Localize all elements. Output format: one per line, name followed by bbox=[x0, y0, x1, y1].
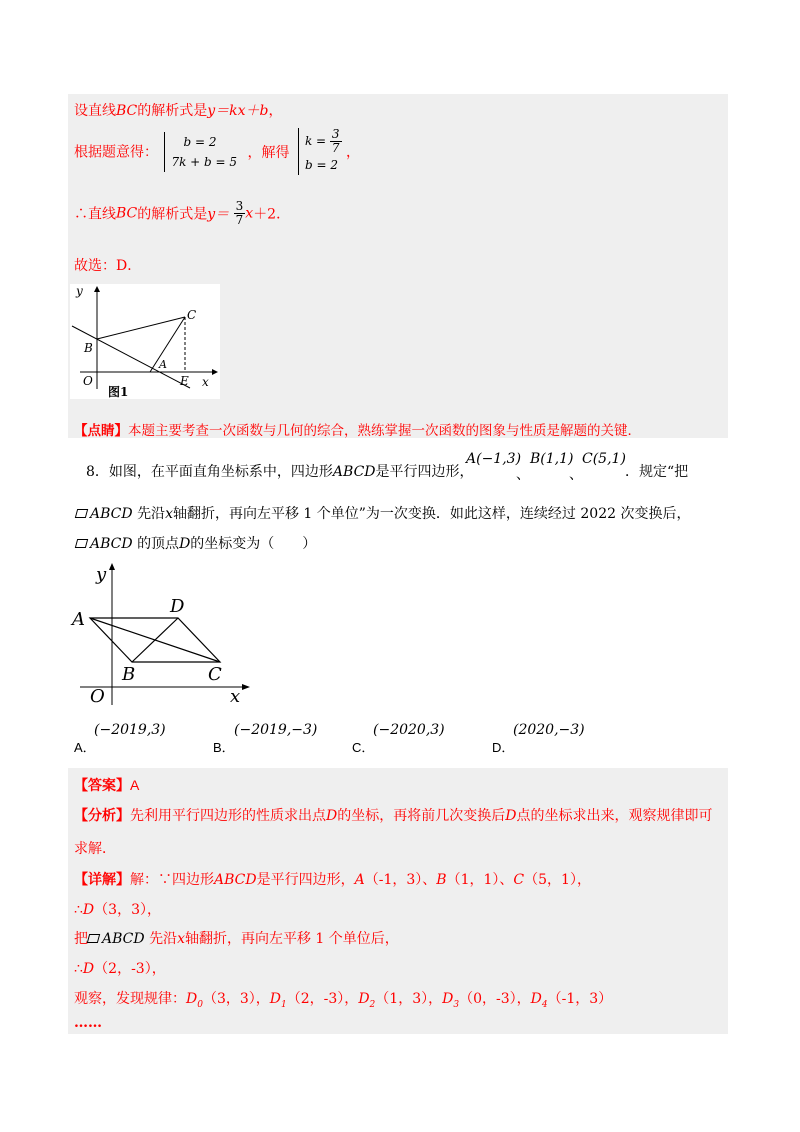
x-arrow-icon bbox=[242, 684, 250, 690]
text: BC bbox=[116, 205, 138, 222]
label-o: O bbox=[90, 686, 105, 707]
option-label: D． bbox=[492, 740, 515, 755]
text: ABCD bbox=[90, 506, 133, 522]
text: 轴翻折，再向左平移 1 个单位”为一次变换．如此这样，连续经过 2022 次变换后， bbox=[172, 506, 691, 522]
text: ABCD bbox=[102, 931, 145, 947]
text: 设直线 bbox=[74, 103, 116, 119]
text: （1，1）、 bbox=[446, 872, 514, 888]
text: （-1，3）、 bbox=[364, 872, 437, 888]
label-x: x bbox=[202, 375, 209, 389]
text: ∴ bbox=[74, 961, 83, 977]
text: D bbox=[186, 991, 198, 1007]
text: 点的坐标求出来，观察规律即可 bbox=[516, 808, 713, 824]
option-label: A． bbox=[74, 740, 96, 755]
text: 根据题意得： bbox=[74, 144, 158, 161]
option-value: (−2020,3) bbox=[373, 722, 445, 738]
text: 解：∵四边形 bbox=[130, 872, 214, 888]
point-b: B(1,1) bbox=[530, 451, 574, 467]
text: D bbox=[505, 808, 517, 824]
option-value: (2020,−3) bbox=[513, 722, 585, 738]
segment-bc bbox=[97, 317, 185, 339]
fraction bbox=[330, 128, 342, 155]
y-arrow-icon bbox=[94, 286, 100, 292]
fraction bbox=[234, 200, 246, 227]
text: k = bbox=[304, 134, 327, 148]
subscript: 0 bbox=[197, 999, 203, 1010]
point-a: A(−1,3) bbox=[466, 451, 522, 467]
sep-2: 、 bbox=[569, 467, 583, 483]
question-line-1-end: ．规定“把 bbox=[625, 464, 689, 480]
text: ∴直线 bbox=[74, 206, 116, 223]
question-number: 8． bbox=[86, 464, 109, 480]
option-label: B． bbox=[213, 740, 235, 755]
comment-text: 本题主要考查一次函数与几何的综合，熟练掌握一次函数的图象与性质是解题的关键． bbox=[128, 423, 641, 439]
text: D bbox=[179, 536, 191, 552]
eq-row bbox=[305, 128, 342, 155]
label-c: C bbox=[208, 664, 222, 685]
numerator: 3 bbox=[331, 127, 340, 141]
text: D bbox=[82, 961, 95, 977]
text: （1，3）， bbox=[375, 991, 443, 1007]
detail-line-5 bbox=[74, 988, 612, 1010]
equation-system-2 bbox=[298, 128, 342, 175]
text: （0，-3）， bbox=[459, 991, 531, 1007]
text: 的顶点 bbox=[137, 536, 180, 552]
text: 的坐标变为（ ） bbox=[190, 536, 317, 552]
text: （2，-3）， bbox=[94, 961, 166, 977]
question-line-2 bbox=[76, 503, 690, 523]
text: x bbox=[245, 205, 254, 222]
question-line-3 bbox=[76, 533, 316, 553]
text: ABCD bbox=[90, 536, 133, 552]
parallelogram-icon bbox=[75, 509, 88, 518]
subscript: 1 bbox=[281, 999, 287, 1010]
label-a: A bbox=[159, 358, 167, 371]
option-value: (−2019,−3) bbox=[234, 722, 318, 738]
text: 观察，发现规律： bbox=[74, 991, 186, 1007]
text: A bbox=[354, 872, 365, 888]
analysis-line-1 bbox=[74, 805, 712, 825]
detail-tag: 【详解】 bbox=[74, 872, 130, 888]
label-o: O bbox=[83, 374, 93, 388]
comment-tag: 【点睛】 bbox=[74, 423, 128, 439]
text: D bbox=[442, 991, 454, 1007]
text: （2，-3）， bbox=[286, 991, 359, 1007]
diagonal-bd bbox=[132, 618, 178, 662]
numerator: 3 bbox=[235, 199, 244, 213]
text: （3，3）， bbox=[94, 902, 161, 918]
text: 先沿 bbox=[137, 506, 166, 522]
y-arrow-icon bbox=[109, 563, 115, 570]
text: y＝ bbox=[207, 206, 230, 223]
analysis-line-2: 求解． bbox=[74, 841, 116, 857]
text: 的坐标，再将前几次变换后 bbox=[337, 808, 506, 824]
text: 先沿 bbox=[149, 931, 178, 947]
text: y＝kx＋b bbox=[207, 103, 269, 119]
text: 是平行四边形， bbox=[375, 464, 474, 480]
eq-row: 7k + b = 5 bbox=[171, 154, 238, 169]
text: D bbox=[530, 991, 542, 1007]
text: ，解得 bbox=[247, 144, 290, 161]
text: 先利用平行四边形的性质求出点 bbox=[130, 808, 326, 824]
equation-system-1 bbox=[164, 132, 237, 172]
text: D bbox=[82, 902, 95, 918]
solution-line-3 bbox=[74, 200, 290, 227]
label-a: A bbox=[72, 609, 85, 630]
label-b: B bbox=[84, 341, 93, 355]
subscript: 2 bbox=[369, 999, 376, 1010]
question-line-1 bbox=[86, 461, 474, 481]
answer-line bbox=[74, 775, 139, 795]
denominator: 7 bbox=[331, 141, 340, 155]
option-value: (−2019,3) bbox=[94, 722, 166, 738]
text: 轴翻折，再向左平移 1 个单位后， bbox=[184, 931, 399, 947]
text: C bbox=[513, 872, 525, 888]
analysis-tag: 【分析】 bbox=[74, 808, 130, 824]
text: D bbox=[269, 991, 282, 1007]
figure-question-8 bbox=[68, 560, 258, 710]
figure-1 bbox=[70, 284, 220, 399]
denominator: 7 bbox=[235, 213, 244, 227]
label-y: y bbox=[96, 564, 107, 585]
detail-line-1 bbox=[74, 869, 591, 889]
label-c: C bbox=[187, 308, 197, 322]
text: x bbox=[177, 931, 185, 947]
text: BC bbox=[116, 103, 138, 119]
detail-line-3 bbox=[74, 928, 399, 948]
answer-value: A bbox=[130, 777, 140, 793]
sep-1: 、 bbox=[516, 467, 530, 483]
detail-line-4 bbox=[74, 958, 166, 978]
label-e: E bbox=[180, 374, 189, 388]
text: 如图，在平面直角坐标系中，四边形 bbox=[108, 464, 333, 480]
segment-ca bbox=[150, 317, 185, 372]
label-d: D bbox=[170, 596, 185, 617]
text: D bbox=[326, 808, 338, 824]
solution-line-1 bbox=[74, 100, 283, 120]
text: D bbox=[358, 991, 370, 1007]
text: 的解析式是 bbox=[137, 103, 208, 119]
text: ∴ bbox=[74, 902, 83, 918]
solution-line-2 bbox=[74, 128, 360, 175]
eq-row: b = 2 bbox=[304, 158, 338, 172]
text: x bbox=[165, 506, 173, 522]
text: ABCD bbox=[214, 872, 257, 888]
text: 的解析式是 bbox=[137, 206, 208, 223]
parallelogram-icon bbox=[75, 539, 88, 548]
subscript: 4 bbox=[541, 999, 548, 1010]
text: ＋2． bbox=[253, 206, 291, 223]
parallelogram-icon bbox=[87, 934, 100, 943]
text: B bbox=[436, 872, 447, 888]
eq-row: b = 2 bbox=[183, 134, 217, 149]
point-c: C(5,1) bbox=[582, 451, 626, 467]
text: 把 bbox=[74, 931, 88, 947]
detail-dots: …… bbox=[74, 1015, 102, 1031]
label-x: x bbox=[230, 686, 241, 707]
text: 是平行四边形， bbox=[256, 872, 355, 888]
figure-caption: 图1 bbox=[108, 385, 129, 399]
solution-line-4: 故选：D． bbox=[74, 258, 142, 274]
comment-line bbox=[74, 419, 641, 439]
option-label: C． bbox=[352, 740, 375, 755]
x-arrow-icon bbox=[212, 369, 218, 375]
label-y: y bbox=[76, 284, 83, 298]
text: （5，1）， bbox=[524, 872, 591, 888]
detail-line-2 bbox=[74, 899, 161, 919]
subscript: 3 bbox=[453, 999, 460, 1010]
answer-tag: 【答案】 bbox=[74, 778, 130, 794]
label-b: B bbox=[122, 664, 136, 685]
text: ， bbox=[346, 144, 361, 161]
text: ， bbox=[268, 103, 283, 119]
text: （-1，3） bbox=[547, 991, 613, 1007]
text: ABCD bbox=[332, 464, 376, 480]
text: （3，3）， bbox=[202, 991, 270, 1007]
